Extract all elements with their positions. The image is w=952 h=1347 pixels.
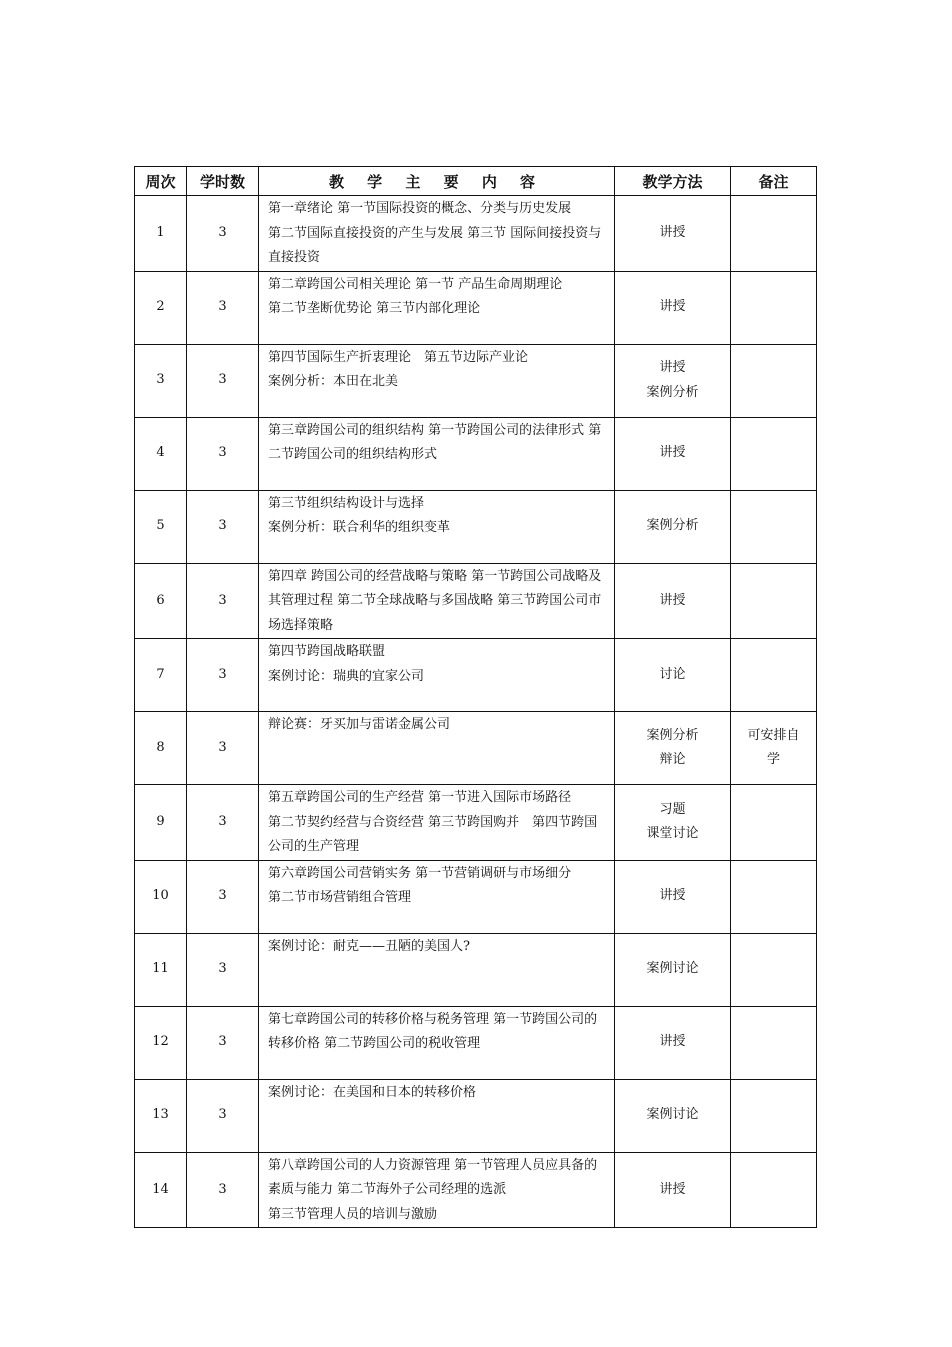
content-cell: 第七章跨国公司的转移价格与税务管理 第一节跨国公司的转移价格 第二节跨国公司的税收管理 (259, 1006, 615, 1079)
content-cell: 第五章跨国公司的生产经营 第一节进入国际市场路径 第二节契约经营与合资经营 第三节跨国购并 第四节跨国公司的生产管理 (259, 785, 615, 861)
table-row (135, 1152, 817, 1228)
hours-cell: 3 (187, 933, 259, 1006)
hours-cell: 3 (187, 1079, 259, 1152)
week-cell: 7 (135, 639, 187, 712)
remark-cell (731, 1006, 817, 1079)
method-cell: 习题 课堂讨论 (615, 785, 731, 861)
content-cell: 第四节跨国战略联盟 案例讨论：瑞典的宜家公司 (259, 639, 615, 712)
week-cell: 6 (135, 563, 187, 639)
method-cell: 讲授 (615, 563, 731, 639)
content-cell: 第四节国际生产折衷理论 第五节边际产业论 案例分析：本田在北美 (259, 344, 615, 417)
week-cell: 14 (135, 1152, 187, 1228)
method-cell: 讨论 (615, 639, 731, 712)
method-cell: 讲授 (615, 417, 731, 490)
content-cell: 案例讨论：耐克——丑陋的美国人? (259, 933, 615, 1006)
remark-cell (731, 417, 817, 490)
hours-cell: 3 (187, 490, 259, 563)
remark-cell: 可安排自 学 (731, 712, 817, 785)
remark-cell (731, 860, 817, 933)
week-cell: 4 (135, 417, 187, 490)
hours-cell: 3 (187, 196, 259, 272)
content-cell: 第三节组织结构设计与选择 案例分析：联合利华的组织变革 (259, 490, 615, 563)
method-cell: 讲授 案例分析 (615, 344, 731, 417)
week-cell: 13 (135, 1079, 187, 1152)
method-cell: 讲授 (615, 196, 731, 272)
table-row (135, 344, 817, 417)
hours-cell: 3 (187, 785, 259, 861)
method-cell: 案例分析 辩论 (615, 712, 731, 785)
hours-cell: 3 (187, 563, 259, 639)
remark-cell (731, 1152, 817, 1228)
remark-cell (731, 196, 817, 272)
header-method: 教学方法 (615, 167, 731, 196)
week-cell: 11 (135, 933, 187, 1006)
table-row (135, 196, 817, 272)
table-row (135, 1006, 817, 1079)
table-row (135, 639, 817, 712)
header-content: 教 学 主 要 内 容 (259, 167, 615, 196)
content-cell: 第六章跨国公司营销实务 第一节营销调研与市场细分 第二节市场营销组合管理 (259, 860, 615, 933)
week-cell: 1 (135, 196, 187, 272)
content-cell: 第三章跨国公司的组织结构 第一节跨国公司的法律形式 第二节跨国公司的组织结构形式 (259, 417, 615, 490)
week-cell: 2 (135, 271, 187, 344)
method-cell: 案例讨论 (615, 933, 731, 1006)
method-cell: 案例分析 (615, 490, 731, 563)
week-cell: 12 (135, 1006, 187, 1079)
content-cell: 第八章跨国公司的人力资源管理 第一节管理人员应具备的素质与能力 第二节海外子公司经理的选派 第三节管理人员的培训与激励 (259, 1152, 615, 1228)
content-cell: 辩论赛：牙买加与雷诺金属公司 (259, 712, 615, 785)
hours-cell: 3 (187, 712, 259, 785)
remark-cell (731, 271, 817, 344)
table-row (135, 1079, 817, 1152)
table-row (135, 490, 817, 563)
remark-cell (731, 785, 817, 861)
hours-cell: 3 (187, 271, 259, 344)
table-row (135, 860, 817, 933)
week-cell: 10 (135, 860, 187, 933)
remark-cell (731, 639, 817, 712)
hours-cell: 3 (187, 1006, 259, 1079)
week-cell: 3 (135, 344, 187, 417)
table-row (135, 785, 817, 861)
week-cell: 9 (135, 785, 187, 861)
content-cell: 第一章绪论 第一节国际投资的概念、分类与历史发展 第二节国际直接投资的产生与发展 第三节 国际间接投资与直接投资 (259, 196, 615, 272)
table-row (135, 933, 817, 1006)
hours-cell: 3 (187, 344, 259, 417)
header-row (135, 167, 817, 196)
header-remark: 备注 (731, 167, 817, 196)
content-cell: 第二章跨国公司相关理论 第一节 产品生命周期理论 第二节垄断优势论 第三节内部化理论 (259, 271, 615, 344)
hours-cell: 3 (187, 1152, 259, 1228)
content-cell: 第四章 跨国公司的经营战略与策略 第一节跨国公司战略及其管理过程 第二节全球战略与多国战略 第三节跨国公司市场选择策略 (259, 563, 615, 639)
remark-cell (731, 933, 817, 1006)
table-row (135, 271, 817, 344)
header-week: 周次 (135, 167, 187, 196)
method-cell: 讲授 (615, 1006, 731, 1079)
week-cell: 5 (135, 490, 187, 563)
method-cell: 讲授 (615, 1152, 731, 1228)
remark-cell (731, 490, 817, 563)
header-hours: 学时数 (187, 167, 259, 196)
table-row (135, 417, 817, 490)
method-cell: 讲授 (615, 271, 731, 344)
method-cell: 案例讨论 (615, 1079, 731, 1152)
week-cell: 8 (135, 712, 187, 785)
table-row (135, 712, 817, 785)
hours-cell: 3 (187, 417, 259, 490)
hours-cell: 3 (187, 639, 259, 712)
table-row (135, 563, 817, 639)
remark-cell (731, 563, 817, 639)
hours-cell: 3 (187, 860, 259, 933)
content-cell: 案例讨论：在美国和日本的转移价格 (259, 1079, 615, 1152)
teaching-schedule-table (134, 166, 817, 1228)
method-cell: 讲授 (615, 860, 731, 933)
remark-cell (731, 1079, 817, 1152)
remark-cell (731, 344, 817, 417)
